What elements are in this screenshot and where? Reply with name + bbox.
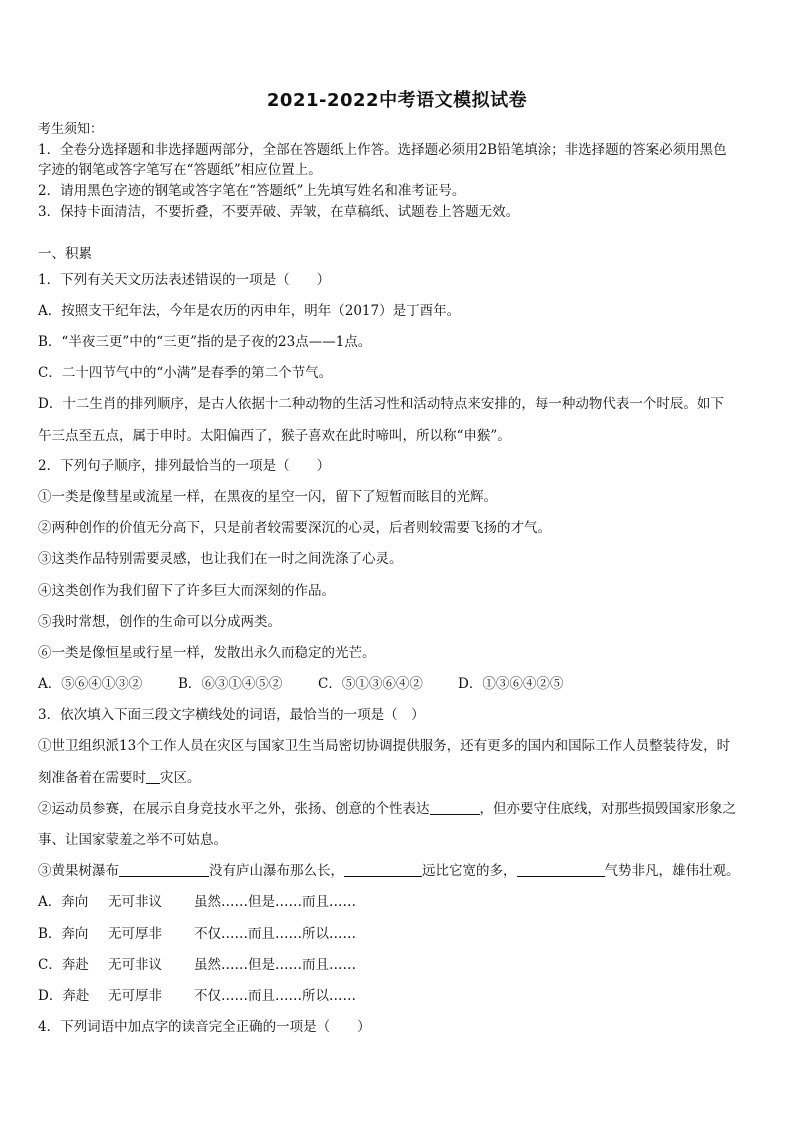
question-2-option-d: D．①③⑥④②⑤	[458, 676, 564, 692]
question-3-paragraph-2	[38, 800, 758, 818]
question-2-stem: 2．下列句子顺序，排列最恰当的一项是（ ）	[38, 458, 331, 474]
option-word-1: D．奔赴	[38, 988, 90, 1004]
text-fragment: 远比它宽的多，	[422, 863, 517, 879]
question-4-stem: 4．下列词语中加点字的读音完全正确的一项是（ ）	[38, 1019, 371, 1035]
option-word-2: 无可非议	[108, 894, 162, 910]
question-1-option-c: C．二十四节气中的“小满”是春季的第二个节气。	[38, 365, 333, 381]
notice-item: 1．全卷分选择题和非选择题两部分，全部在答题纸上作答。选择题必须用2B铅笔填涂；非选择题的答案必须用黑色	[38, 142, 727, 158]
notice-item: 2．请用黑色字迹的钢笔或答字笔在“答题纸”上先填写姓名和准考证号。	[38, 183, 466, 199]
option-word-1: B．奔向	[38, 926, 89, 942]
question-2-sentence-1: ①一类是像彗星或流星一样，在黑夜的星空一闪，留下了短暂而眩目的光辉。	[38, 489, 497, 505]
option-word-3: 虽然……但是……而且……	[194, 957, 356, 973]
text-fragment: 气势非凡，雄伟壮观。	[604, 863, 740, 879]
text-fragment: 刻准备着在需要时	[38, 770, 146, 786]
page-title: 2021-2022中考语文模拟试卷	[266, 90, 528, 111]
question-3-stem: 3．依次填入下面三段文字横线处的词语，最恰当的一项是（ ）	[38, 707, 425, 723]
notice-item: 字迹的钢笔或答字笔写在“答题纸”相应位置上。	[38, 162, 322, 178]
text-fragment: ②运动员参赛，在展示自身竞技水平之外，张扬、创意的个性表达	[38, 801, 430, 817]
question-2-sentence-5: ⑤我时常想，创作的生命可以分成两类。	[38, 614, 281, 630]
question-1-option-d: D．十二生肖的排列顺序，是古人依据十二种动物的生活习性和活动特点来安排的，每一种动物代表一个时辰。如下	[38, 396, 724, 412]
text-fragment: 没有庐山瀑布那么长，	[209, 863, 344, 879]
section-heading: 一、积累	[38, 246, 92, 262]
option-word-3: 虽然……但是……而且……	[194, 894, 356, 910]
question-2-option-b: B．⑥③①④⑤②	[178, 676, 283, 692]
question-2-option-c: C．⑤①③⑥④②	[318, 676, 423, 692]
question-2-sentence-3: ③这类作品特别需要灵感，也让我们在一时之间洗涤了心灵。	[38, 551, 403, 567]
option-word-3: 不仅……而且……所以……	[194, 926, 356, 942]
question-3-option-d	[38, 987, 758, 1005]
notice-heading: 考生须知：	[38, 122, 104, 137]
option-word-3: 不仅……而且……所以……	[194, 988, 356, 1004]
question-3-option-c	[38, 956, 758, 974]
question-2-option-a: A．⑤⑥④①③②	[38, 676, 143, 692]
question-3-paragraph-2-cont: 事、让国家蒙羞之举不可姑息。	[38, 832, 227, 848]
text-fragment: ，但亦要守住底线，对那些损毁国家形象之	[479, 801, 736, 817]
question-1-option-d-cont: 午三点至五点，属于申时。太阳偏西了，猴子喜欢在此时啼叫，所以称“申猴”。	[38, 428, 511, 444]
option-word-1: C．奔赴	[38, 957, 89, 973]
question-3-paragraph-3	[38, 862, 758, 880]
question-3-paragraph-1-cont	[38, 769, 758, 787]
fill-blank	[517, 862, 605, 877]
question-3-paragraph-1: ①世卫组织派13个工作人员在灾区与国家卫生当局密切协调提供服务，还有更多的国内和国际工作人员整装待发，时	[38, 738, 731, 754]
option-word-2: 无可厚非	[108, 988, 162, 1004]
option-word-1: A．奔向	[38, 894, 89, 910]
option-word-2: 无可非议	[108, 957, 162, 973]
fill-blank	[430, 800, 480, 815]
option-word-2: 无可厚非	[108, 926, 162, 942]
question-2-options	[38, 675, 758, 693]
question-1-stem: 1．下列有关天文历法表述错误的一项是（ ）	[38, 272, 331, 288]
text-fragment: ③黄果树瀑布	[38, 863, 119, 879]
question-2-sentence-4: ④这类创作为我们留下了许多巨大而深刻的作品。	[38, 583, 335, 599]
question-3-option-a	[38, 893, 758, 911]
fill-blank	[344, 862, 422, 877]
notice-item: 3．保持卡面清洁，不要折叠，不要弄破、弄皱，在草稿纸、试题卷上答题无效。	[38, 204, 520, 220]
text-fragment: 灾区。	[160, 770, 201, 786]
fill-blank	[119, 862, 209, 877]
question-1-option-a: A．按照支干纪年法，今年是农历的丙申年，明年（2017）是丁酉年。	[38, 303, 461, 319]
question-2-sentence-2: ②两种创作的价值无分高下，只是前者较需要深沉的心灵，后者则较需要飞扬的才气。	[38, 520, 551, 536]
question-1-option-b: B．“半夜三更”中的“三更”指的是子夜的23点——1点。	[38, 334, 372, 350]
question-2-sentence-6: ⑥一类是像恒星或行星一样，发散出永久而稳定的光芒。	[38, 645, 376, 661]
question-3-option-b	[38, 925, 758, 943]
fill-blank	[146, 769, 160, 784]
